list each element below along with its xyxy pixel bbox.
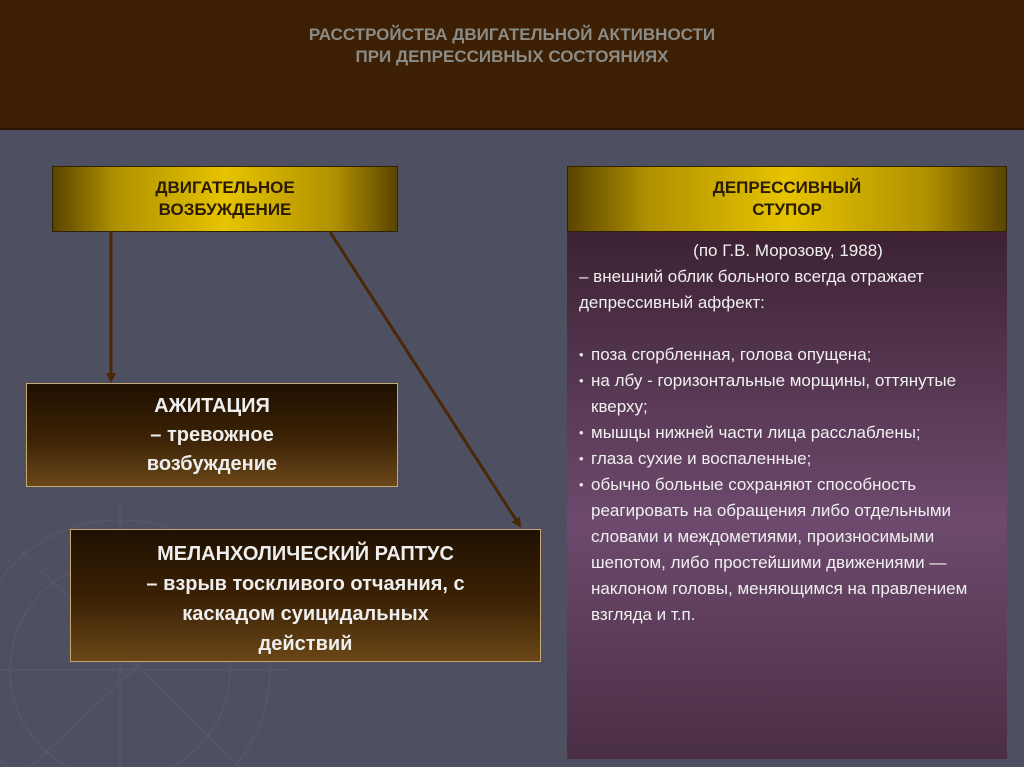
agitation-line-2: – тревожное [150, 424, 274, 446]
list-item-text: глаза сухие и воспаленные; [591, 449, 812, 468]
raptus-line-3: каскадом суицидальных [182, 603, 429, 625]
slide-title [0, 24, 1024, 68]
depressive-stupor-line-1: ДЕПРЕССИВНЫЙ [712, 178, 862, 197]
bullet-marker: • [579, 373, 584, 388]
slide-title-line-1: РАССТРОЙСТВА ДВИГАТЕЛЬНОЙ АКТИВНОСТИ [308, 25, 716, 44]
list-item [579, 472, 997, 628]
stupor-source: (по Г.В. Морозову, 1988) [693, 241, 883, 260]
list-item-text: поза сгорбленная, голова опущена; [591, 345, 872, 364]
agitation-box [26, 383, 398, 487]
list-item [579, 446, 997, 472]
motor-excitation-line-2: ВОЗБУЖДЕНИЕ [158, 200, 292, 219]
slide-title-line-2: ПРИ ДЕПРЕССИВНЫХ СОСТОЯНИЯХ [355, 47, 669, 66]
bullet-marker: • [579, 477, 584, 492]
raptus-title: МЕЛАНХОЛИЧЕСКИЙ РАПТУС [157, 543, 454, 565]
list-item [579, 368, 997, 420]
list-item [579, 342, 997, 368]
bullet-marker: • [579, 347, 584, 362]
agitation-title: АЖИТАЦИЯ [154, 395, 270, 417]
raptus-line-2: – взрыв тоскливого отчаяния, с [146, 573, 465, 595]
motor-excitation-box [52, 166, 398, 232]
bullet-marker: • [579, 425, 584, 440]
stupor-intro: – внешний облик больного всегда отражает депрессивный аффект: [579, 267, 924, 312]
bullet-marker: • [579, 451, 584, 466]
depressive-stupor-box [567, 166, 1007, 232]
list-item-text: на лбу - горизонтальные морщины, оттянутые кверху; [591, 371, 957, 416]
agitation-line-3: возбуждение [146, 453, 278, 475]
list-item [579, 420, 997, 446]
list-item-text: мышцы нижней части лица расслаблены; [591, 423, 921, 442]
depressive-stupor-line-2: СТУПОР [752, 200, 822, 219]
motor-excitation-line-1: ДВИГАТЕЛЬНОЕ [155, 178, 295, 197]
raptus-line-4: действий [258, 633, 353, 655]
list-item-text: обычно больные сохраняют способность реагировать на обращения либо отдельными словами и междометиями, произносимыми шепотом, либо простейшими движениями — наклоном головы, меняющимся на правлением взгляда и т.п. [591, 475, 968, 624]
melancholic-raptus-box [70, 529, 541, 662]
stupor-description-panel [567, 232, 1007, 759]
